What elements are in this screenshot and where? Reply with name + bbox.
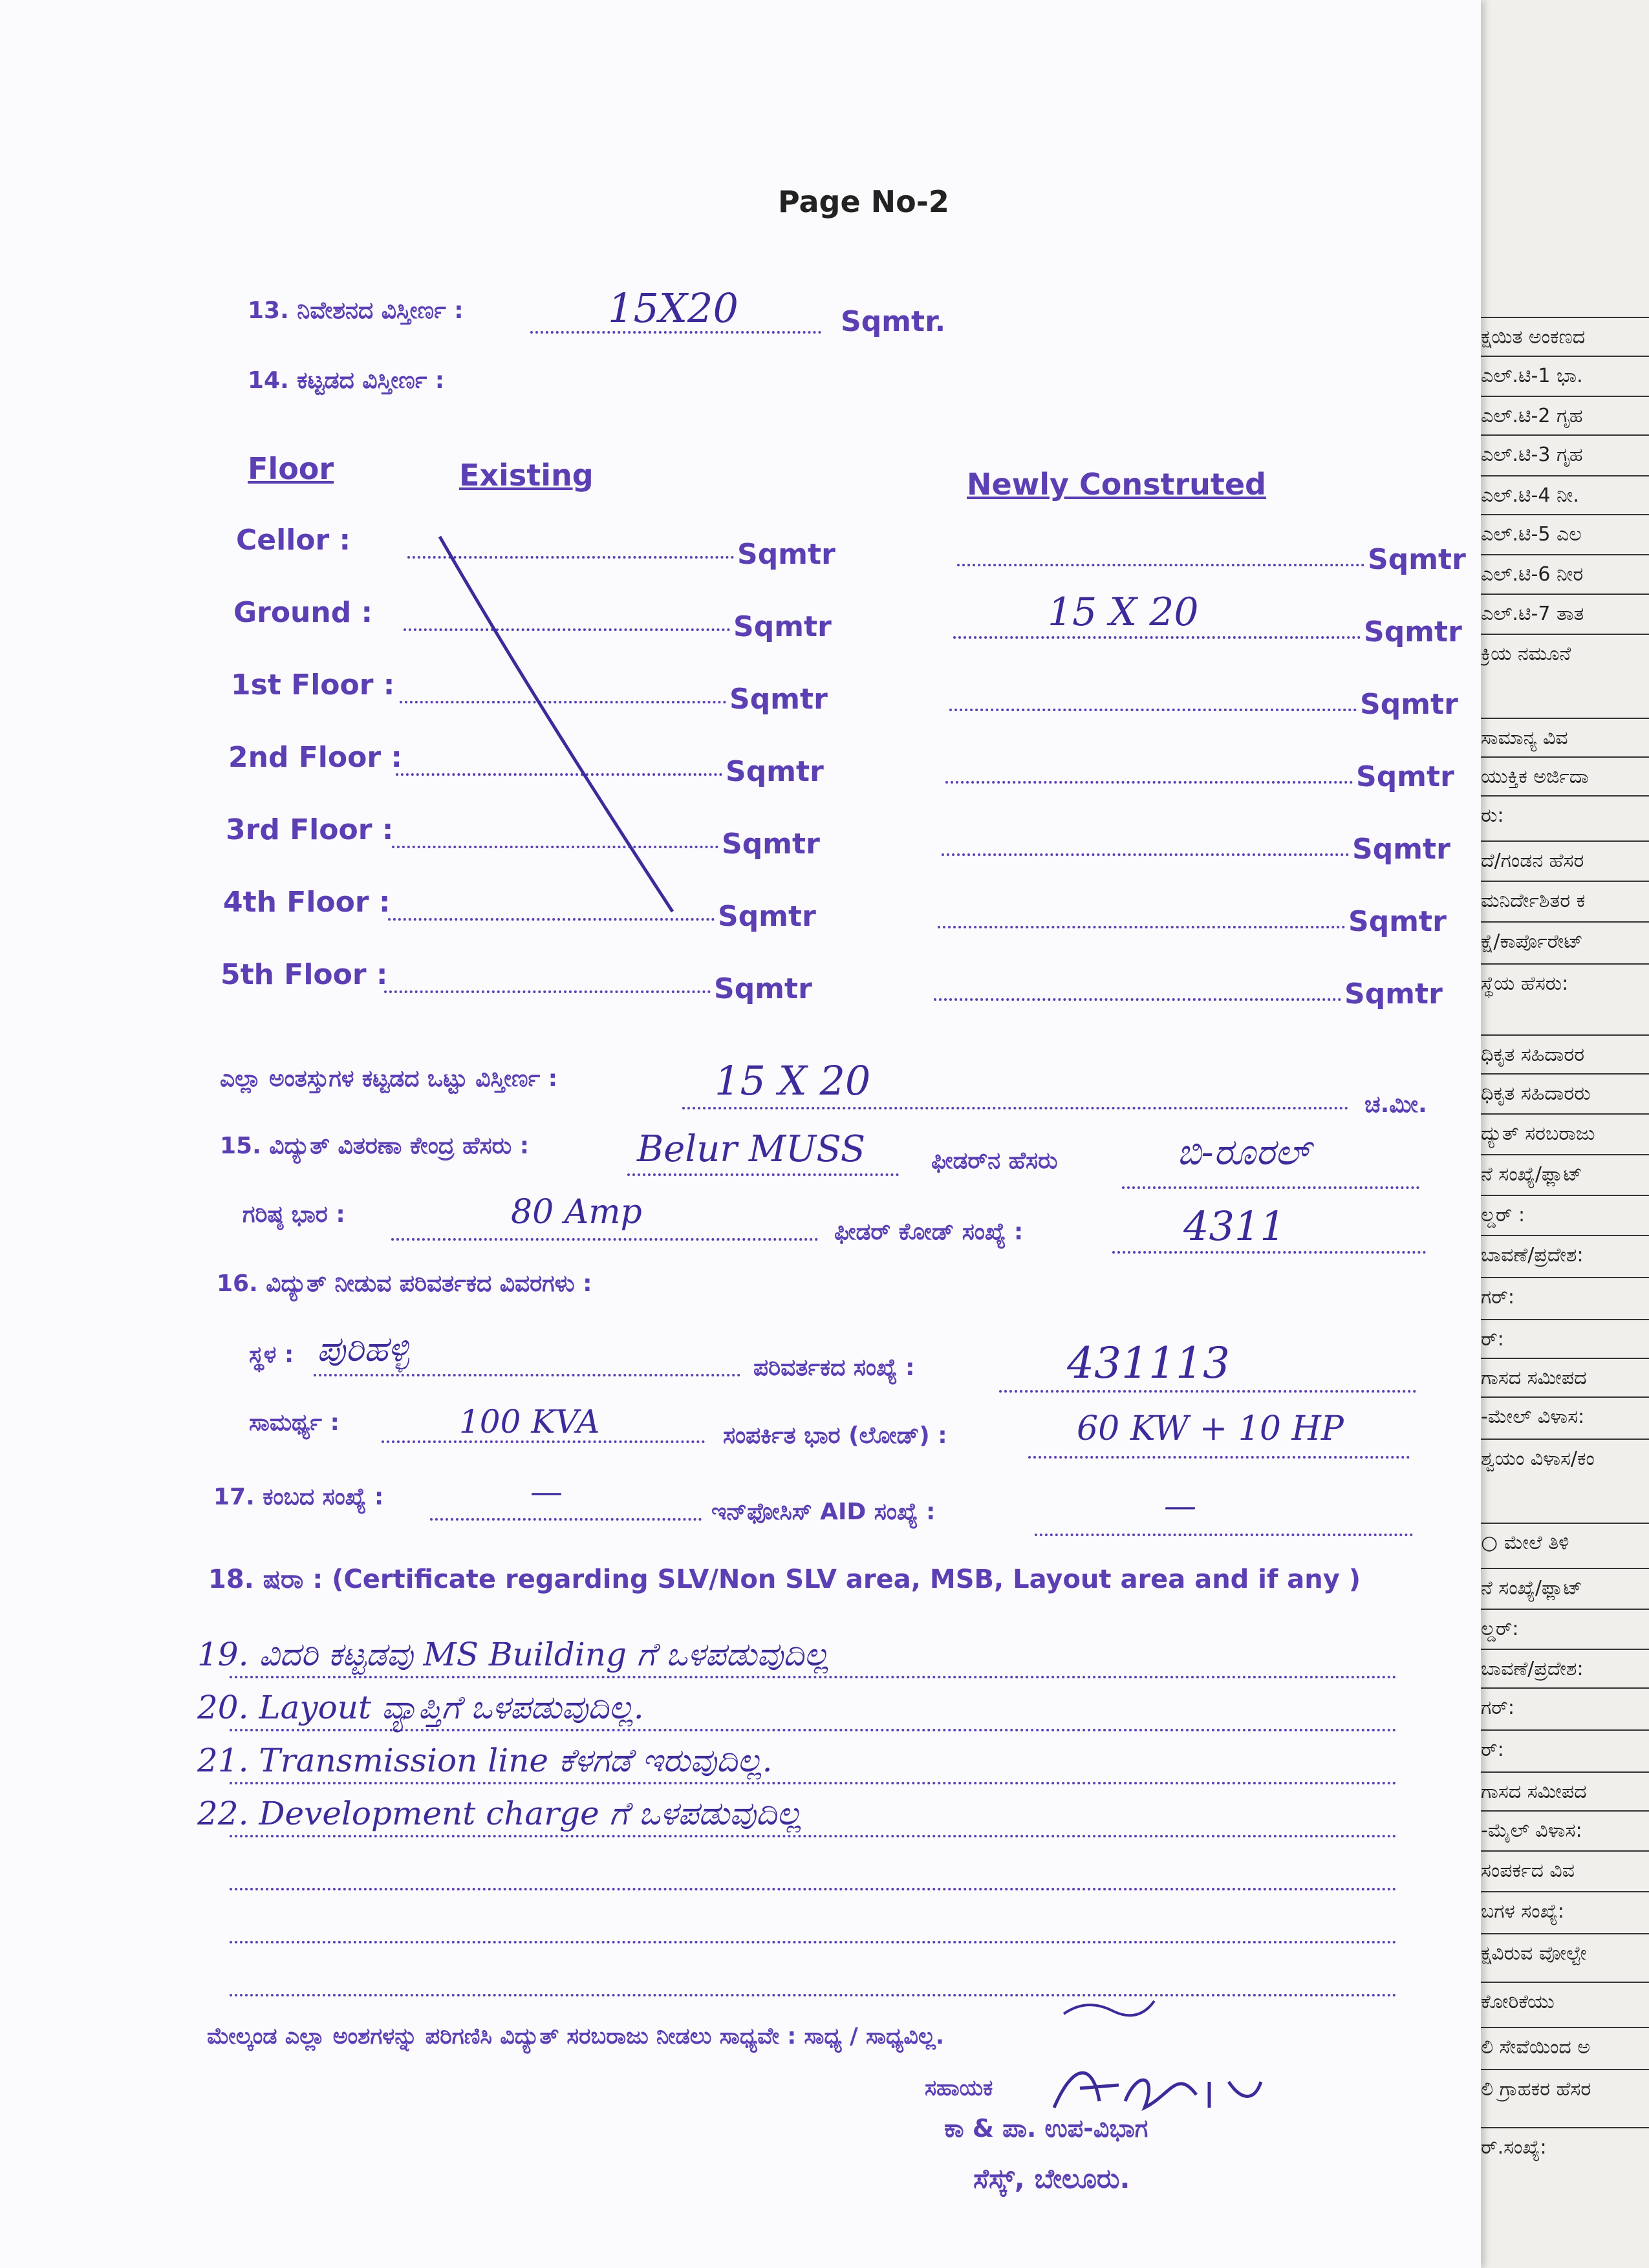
- newly-constructed-line: [945, 781, 1353, 784]
- tick-mark: [1061, 1991, 1158, 2030]
- existing-line: [388, 918, 715, 921]
- total-unit: ಚ.ಮೀ.: [1364, 1091, 1427, 1118]
- back-page-cell: ರ್:: [1481, 1729, 1649, 1770]
- back-page-cell: ಕ್ಷಯಿತ ಅಂಕಣದ: [1481, 317, 1649, 357]
- tc-number-line: [999, 1390, 1416, 1393]
- item15-value: Belur MUSS: [637, 1128, 866, 1170]
- back-page-cell: ನೆ ಸಂಖ್ಯೆ/ಫ್ಲಾಟ್: [1481, 1568, 1649, 1608]
- back-page-cell: ಗಾಸದ ಸಮೀಪದ: [1481, 1771, 1649, 1812]
- remark-text: 19. ವಿದರಿ ಕಟ್ಟಡವು MS Building ಗೆ ಒಳಪಡುವುದಿಲ್ಲ: [197, 1636, 829, 1673]
- back-page-cell: ದ್ಯುತ್ ಸರಬರಾಜು: [1481, 1113, 1649, 1153]
- item15-label: 15. ವಿದ್ಯುತ್ ವಿತರಣಾ ಕೇಂದ್ರ ಹೆಸರು :: [220, 1133, 530, 1159]
- back-page-cell: ಎಲ್.ಟಿ-5 ಎಲ: [1481, 514, 1649, 554]
- capacity-line: [382, 1440, 705, 1443]
- feeder-code-value: 4311: [1183, 1203, 1286, 1250]
- newly-constructed-unit: Sqmtr: [1368, 543, 1466, 576]
- total-value: 15 X 20: [715, 1057, 871, 1104]
- remark-line: [230, 1782, 1397, 1784]
- back-page-cell: ಎಲ್.ಟಿ-3 ಗೃಹ: [1481, 434, 1649, 475]
- back-page-cell: ಮನಿರ್ದೇಶಿತರ ಕ: [1481, 881, 1649, 921]
- remark-text: 20. Layout ವ್ಯಾಪ್ತಿಗೆ ಒಳಪಡುವುದಿಲ್ಲ.: [197, 1689, 644, 1726]
- existing-strike-line: [414, 530, 698, 918]
- back-page-cell: ○ ಮೇಲೆ ತಿಳಿ: [1481, 1523, 1649, 1563]
- newly-constructed-value: 15 X 20: [1048, 590, 1199, 635]
- connected-load-line: [1028, 1456, 1410, 1459]
- feeder-value: ಬಿ-ರೂರಲ್: [1177, 1131, 1310, 1173]
- newly-constructed-line: [934, 998, 1341, 1001]
- tc-number-value: 431113: [1067, 1338, 1230, 1388]
- back-page-cell: ಲಿ ಗ್ರಾಹಕರ ಹೆಸರ: [1481, 2069, 1649, 2109]
- back-page-cell: ರು:: [1481, 795, 1649, 835]
- aid-value: —: [1164, 1487, 1196, 1524]
- newly-constructed-unit: Sqmtr: [1352, 833, 1450, 866]
- existing-unit: Sqmtr: [714, 972, 812, 1005]
- back-page-cell: -ಮೈಲ್ ವಿಳಾಸ:: [1481, 1810, 1649, 1850]
- place-line: [314, 1374, 740, 1376]
- floor-label: 5th Floor :: [221, 958, 388, 991]
- place-label: ಸ್ಥಳ :: [249, 1342, 294, 1368]
- capacity-value: 100 KVA: [459, 1403, 600, 1440]
- back-page-cell: ಗಾಸದ ಸಮೀಪದ: [1481, 1358, 1649, 1398]
- existing-unit: Sqmtr: [737, 538, 835, 571]
- back-page-cell: ಗರ್:: [1481, 1277, 1649, 1317]
- item16-label: 16. ವಿದ್ಯುತ್ ನೀಡುವ ಪರಿವರ್ತಕದ ವಿವರಗಳು :: [217, 1270, 592, 1297]
- stamp-line-3: ಸೆಸ್ಕ್, ಬೇಲೂರು.: [973, 2163, 1130, 2194]
- total-label: ಎಲ್ಲಾ ಅಂತಸ್ತುಗಳ ಕಟ್ಟಡದ ಒಟ್ಟು ವಿಸ್ತೀರ್ಣ :: [220, 1065, 558, 1092]
- floor-label: 1st Floor :: [231, 669, 395, 701]
- item14-label: 14. ಕಟ್ಟಡದ ವಿಸ್ತೀರ್ಣ :: [248, 367, 445, 394]
- existing-unit: Sqmtr: [726, 755, 824, 788]
- back-page-cell: -ಮೇಲ್ ವಿಳಾಸ:: [1481, 1396, 1649, 1437]
- back-page-cell: ಧಿಕೃತ ಸಹಿದಾರರ: [1481, 1034, 1649, 1075]
- place-value: ಪುರಿಹಳ್ಳಿ: [317, 1329, 409, 1369]
- remark-line: [230, 1941, 1397, 1943]
- remark-line: [230, 1994, 1397, 1996]
- back-page-cell: ಲಿ ಸೇವೆಯಿಂದ ಅ: [1481, 2027, 1649, 2067]
- back-page-cell: ಯುಕ್ತಿಕ ಅರ್ಜಿದಾ: [1481, 756, 1649, 797]
- remark-line: [230, 1729, 1397, 1731]
- item13-unit: Sqmtr.: [841, 305, 946, 338]
- remark-line: [230, 1676, 1397, 1678]
- remark-line: [230, 1835, 1397, 1837]
- remark-line: [230, 1888, 1397, 1890]
- pole-line: [430, 1518, 702, 1521]
- load-label: ಗರಿಷ್ಠ ಭಾರ :: [242, 1201, 345, 1228]
- feeder-code-line: [1112, 1251, 1426, 1254]
- item13-label: 13. ನಿವೇಶನದ ವಿಸ್ತೀರ್ಣ :: [248, 297, 464, 324]
- load-line: [391, 1238, 818, 1241]
- remark-text: 21. Transmission line ಕೆಳಗಡೆ ಇರುವುದಿಲ್ಲ.: [197, 1742, 773, 1779]
- back-page: [1474, 0, 1649, 2268]
- stamp-line-1: ಸಹಾಯಕ: [925, 2075, 993, 2101]
- connected-load-label: ಸಂಪರ್ಕಿತ ಭಾರ (ಲೋಡ್) :: [723, 1422, 947, 1449]
- aid-line: [1035, 1534, 1413, 1536]
- back-page-cell: ಸಾಮಾನ್ಯ ವಿವ: [1481, 718, 1649, 758]
- feeder-label: ಫೀಡರ್‌ನ ಹೆಸರು: [931, 1148, 1058, 1174]
- back-page-cell: ನೆ ಸಂಖ್ಯೆ/ಫ್ಲಾಟ್: [1481, 1154, 1649, 1194]
- item15-line: [627, 1173, 899, 1176]
- feeder-code-label: ಫೀಡರ್ ಕೋಡ್ ಸಂಖ್ಯೆ :: [834, 1219, 1024, 1245]
- back-page-cell: ಧಿಕೃತ ಸಹಿದಾರರು: [1481, 1073, 1649, 1113]
- header-floor: Floor: [248, 451, 334, 486]
- newly-constructed-line: [949, 709, 1357, 711]
- back-page-cell: ದೆ/ಗಂಡನ ಹೆಸರ: [1481, 840, 1649, 881]
- floor-label: 4th Floor :: [223, 886, 391, 919]
- item17-label: 17. ಕಂಬದ ಸಂಖ್ಯೆ :: [213, 1484, 384, 1510]
- newly-constructed-line: [938, 926, 1345, 928]
- back-page-cell: ಲ್ಡರ್ :: [1481, 1195, 1649, 1235]
- floor-label: Cellor :: [236, 524, 351, 557]
- back-page-cell: ಶ್ವಯಂ ವಿಳಾಸ/ಕಂ: [1481, 1439, 1649, 1479]
- header-newly-constructed: Newly Construted: [967, 467, 1266, 502]
- floor-label: 3rd Floor :: [226, 813, 394, 846]
- newly-constructed-line: [942, 853, 1349, 856]
- header-existing: Existing: [459, 458, 594, 493]
- back-page-cell: ಸ್ಥೆಯ ಹೆಸರು:: [1481, 963, 1649, 1003]
- existing-unit: Sqmtr: [718, 900, 816, 933]
- existing-line: [384, 990, 711, 993]
- newly-constructed-line: [953, 636, 1361, 639]
- back-page-cell: ಕ್ರಿಯ ನಮೂನೆ: [1481, 634, 1649, 674]
- back-page-cell: ರ್:: [1481, 1319, 1649, 1359]
- tc-number-label: ಪರಿವರ್ತಕದ ಸಂಖ್ಯೆ :: [753, 1354, 915, 1381]
- feeder-line: [1122, 1186, 1419, 1189]
- back-page-cell: ಎಲ್.ಟಿ-7 ತಾತ: [1481, 594, 1649, 634]
- item13-value: 15X20: [608, 284, 738, 332]
- pole-value: —: [530, 1473, 563, 1510]
- back-page-cell: ಬಾವಣೆ/ಪ್ರದೇಶ:: [1481, 1235, 1649, 1275]
- newly-constructed-line: [957, 564, 1364, 566]
- item18-label: 18. ಷರಾ : (Certificate regarding SLV/Non SLV area, MSB, Layout area and if any ): [208, 1565, 1361, 1594]
- stamp-line-2: ಕಾ & ಪಾ. ಉಪ-ವಿಭಾಗ: [944, 2114, 1148, 2143]
- capacity-label: ಸಾಮರ್ಥ್ಯ :: [249, 1409, 339, 1436]
- remark-text: 22. Development charge ಗೆ ಒಳಪಡುವುದಿಲ್ಲ: [197, 1795, 802, 1832]
- back-page-cell: ಗರ್:: [1481, 1687, 1649, 1728]
- aid-label: ಇನ್‌ಫೋಸಿಸ್ AID ಸಂಖ್ಯೆ :: [711, 1499, 936, 1525]
- newly-constructed-unit: Sqmtr: [1356, 760, 1454, 793]
- back-page-cell: ಎಲ್.ಟಿ-6 ನೀರ: [1481, 554, 1649, 594]
- back-page-cell: ಎಲ್.ಟಿ-1 ಭಾ.: [1481, 356, 1649, 396]
- back-page-cell: ಎಲ್.ಟಿ-4 ನೀ.: [1481, 475, 1649, 515]
- existing-unit: Sqmtr: [729, 683, 828, 716]
- newly-constructed-unit: Sqmtr: [1364, 615, 1462, 648]
- existing-unit: Sqmtr: [733, 610, 832, 643]
- back-page-cell: ಎಲ್.ಟಿ-2 ಗೃಹ: [1481, 396, 1649, 436]
- back-page-cell: ಕೋರಿಕೆಯು: [1481, 1982, 1649, 2022]
- total-line: [682, 1107, 1348, 1109]
- connected-load-value: 60 KW + 10 HP: [1077, 1409, 1344, 1448]
- back-page-cell: ಕ್ಷೆ/ಕಾರ್ಪೊರೇಟ್: [1481, 921, 1649, 961]
- newly-constructed-unit: Sqmtr: [1348, 905, 1447, 938]
- final-question: ಮೇಲ್ಕಂಡ ಎಲ್ಲಾ ಅಂಶಗಳನ್ನು ಪರಿಗಣಿಸಿ ವಿದ್ಯುತ್ ಸರಬರಾಜು ನೀಡಲು ಸಾಧ್ಯವೇ : ಸಾಧ್ಯ / ಸಾಧ್ಯವಿಲ್ಲ.: [207, 2024, 945, 2049]
- floor-label: Ground :: [233, 596, 373, 629]
- back-page-cell: ಬಾವಣೆ/ಪ್ರದೇಶ:: [1481, 1649, 1649, 1689]
- existing-unit: Sqmtr: [722, 828, 820, 861]
- back-page-cell: ಬಗಳ ಸಂಖ್ಯೆ:: [1481, 1891, 1649, 1931]
- newly-constructed-unit: Sqmtr: [1360, 688, 1458, 721]
- floor-label: 2nd Floor :: [228, 741, 402, 774]
- back-page-cell: ಸಂಪರ್ಕದ ವಿವ: [1481, 1850, 1649, 1890]
- back-page-cell: ಕ್ಷವಿರುವ ವೋಲ್ಟೇ: [1481, 1933, 1649, 1973]
- back-page-cell: ರ್.ಸಂಖ್ಯೆ:: [1481, 2127, 1649, 2167]
- back-page-cell: ಲ್ಡರ್:: [1481, 1609, 1649, 1649]
- load-value: 80 Amp: [511, 1193, 642, 1232]
- page-title: Page No-2: [778, 184, 949, 219]
- newly-constructed-unit: Sqmtr: [1344, 978, 1443, 1011]
